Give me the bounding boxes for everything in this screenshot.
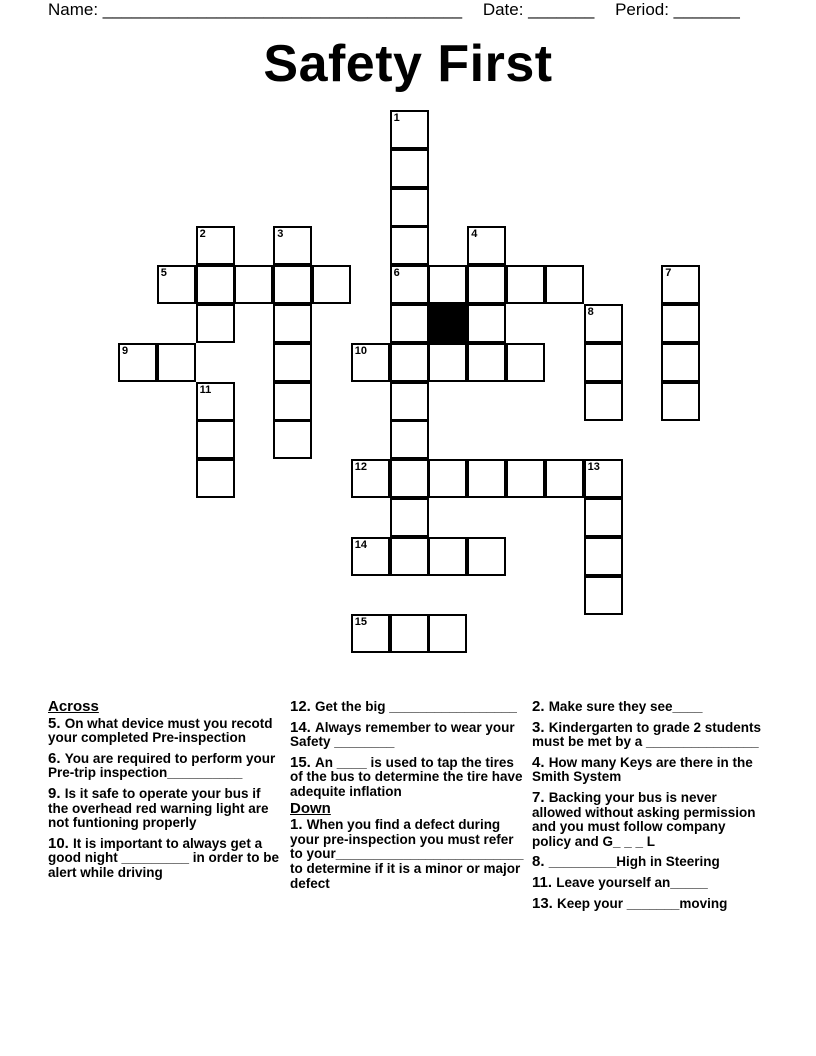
grid-cell[interactable] bbox=[467, 343, 506, 382]
clue-item bbox=[48, 784, 280, 831]
clue-item bbox=[532, 788, 768, 849]
grid-cell[interactable] bbox=[390, 343, 429, 382]
clue-item bbox=[532, 894, 768, 912]
grid-cell[interactable] bbox=[467, 459, 506, 498]
clue-number: 11 bbox=[199, 383, 212, 396]
grid-cell[interactable] bbox=[351, 614, 390, 653]
clue-item-text: When you find a defect during your pre-inspection you must refer to your_________________________ to determine if it is a minor or major defect bbox=[290, 817, 524, 891]
grid-cell[interactable] bbox=[661, 343, 700, 382]
grid-cell[interactable] bbox=[661, 304, 700, 343]
grid-cell[interactable] bbox=[196, 226, 235, 265]
grid-cell[interactable] bbox=[467, 226, 506, 265]
clues-column-2 bbox=[290, 700, 526, 897]
clue-item-number: 15. bbox=[290, 753, 316, 771]
clue-item-text: Backing your bus is never allowed without asking permission and you must follow company policy and G_ _ _ L bbox=[532, 789, 756, 849]
grid-cell[interactable] bbox=[584, 304, 623, 343]
name-field-label[interactable]: Name: ______________________________________ bbox=[48, 0, 463, 19]
grid-cell[interactable] bbox=[545, 459, 584, 498]
clue-item bbox=[290, 700, 526, 715]
grid-cell[interactable] bbox=[196, 304, 235, 343]
clue-number: 7 bbox=[665, 267, 672, 280]
grid-cell[interactable] bbox=[390, 110, 429, 149]
grid-cell[interactable] bbox=[661, 382, 700, 421]
clue-item-text: Leave yourself an_____ bbox=[556, 874, 708, 890]
clue-number: 5 bbox=[160, 267, 167, 280]
grid-cell[interactable] bbox=[428, 614, 467, 653]
clue-number: 14 bbox=[354, 538, 368, 551]
date-field-label[interactable]: Date: _______ bbox=[482, 0, 595, 19]
clue-item-text: Get the big _________________ bbox=[315, 699, 517, 714]
clue-item-number: 11. bbox=[532, 873, 557, 891]
clue-item-text: Is it safe to operate your bus if the overhead red warning light are not funtioning properly bbox=[48, 785, 269, 831]
clue-item-number: 4. bbox=[532, 753, 549, 771]
clue-item bbox=[290, 718, 526, 750]
clue-item-number: 1. bbox=[290, 816, 307, 834]
grid-cell[interactable] bbox=[390, 498, 429, 537]
clue-number: 12 bbox=[354, 461, 368, 474]
grid-cell[interactable] bbox=[545, 265, 584, 304]
clue-number: 10 bbox=[354, 344, 368, 357]
clues-column-1 bbox=[48, 700, 280, 887]
grid-cell[interactable] bbox=[390, 149, 429, 188]
down-heading: Down bbox=[290, 799, 331, 817]
grid-cell[interactable] bbox=[351, 343, 390, 382]
grid-cell[interactable] bbox=[584, 537, 623, 576]
clue-item bbox=[290, 818, 526, 891]
grid-cell[interactable] bbox=[506, 265, 545, 304]
clue-number: 1 bbox=[393, 112, 400, 124]
clue-item-number: 2. bbox=[532, 698, 549, 715]
grid-cell[interactable] bbox=[390, 614, 429, 653]
clue-item-number: 3. bbox=[532, 718, 549, 736]
period-field-label[interactable]: Period: _______ bbox=[615, 0, 740, 19]
grid-cell[interactable] bbox=[273, 304, 312, 343]
grid-cell[interactable] bbox=[467, 265, 506, 304]
clue-item-text: Always remember to wear your Safety ________ bbox=[290, 719, 515, 750]
grid-cell[interactable] bbox=[428, 537, 467, 576]
grid-cell[interactable] bbox=[157, 343, 196, 382]
grid-cell[interactable] bbox=[390, 304, 429, 343]
grid-cell[interactable] bbox=[390, 459, 429, 498]
grid-cell[interactable] bbox=[118, 343, 157, 382]
grid-cell[interactable] bbox=[196, 382, 235, 421]
grid-cell[interactable] bbox=[196, 265, 235, 304]
clue-item bbox=[48, 749, 280, 781]
grid-cell[interactable] bbox=[273, 420, 312, 459]
grid-cell[interactable] bbox=[390, 226, 429, 265]
clue-item bbox=[532, 718, 768, 750]
grid-cell[interactable] bbox=[584, 576, 623, 615]
clue-number: 4 bbox=[471, 228, 478, 241]
grid-cell[interactable] bbox=[390, 420, 429, 459]
grid-cell[interactable] bbox=[351, 459, 390, 498]
clue-item bbox=[532, 873, 768, 891]
grid-cell[interactable] bbox=[273, 265, 312, 304]
page-title: Safety First bbox=[263, 35, 553, 93]
grid-cell[interactable] bbox=[273, 343, 312, 382]
clue-item-text: It is important to always get a good night _________ in order to be alert while driving bbox=[48, 835, 280, 880]
clue-number: 6 bbox=[393, 267, 400, 280]
grid-cell[interactable] bbox=[428, 459, 467, 498]
grid-cell[interactable] bbox=[157, 265, 196, 304]
grid-cell[interactable] bbox=[273, 382, 312, 421]
grid-cell[interactable] bbox=[351, 537, 390, 576]
grid-block bbox=[428, 304, 467, 343]
clue-item-text: You are required to perform your Pre-trip inspection__________ bbox=[48, 750, 276, 781]
clue-item bbox=[532, 855, 768, 870]
grid-cell[interactable] bbox=[390, 265, 429, 304]
grid-cell[interactable] bbox=[428, 265, 467, 304]
grid-cell[interactable] bbox=[390, 188, 429, 227]
clue-item-text: How many Keys are there in the Smith System bbox=[532, 754, 753, 785]
grid-cell[interactable] bbox=[234, 265, 273, 304]
clues-column-3 bbox=[532, 700, 768, 917]
grid-cell[interactable] bbox=[584, 459, 623, 498]
clue-item-number: 5. bbox=[48, 714, 65, 732]
clue-item-text: Make sure they see____ bbox=[548, 699, 703, 714]
clue-number: 8 bbox=[587, 306, 594, 318]
grid-cell[interactable] bbox=[390, 382, 429, 421]
grid-cell[interactable] bbox=[428, 343, 467, 382]
clue-item bbox=[532, 700, 768, 715]
clue-item bbox=[532, 753, 768, 785]
grid-cell[interactable] bbox=[506, 343, 545, 382]
clue-item bbox=[290, 753, 526, 800]
clue-item-number: 12. bbox=[290, 698, 316, 715]
grid-cell[interactable] bbox=[273, 226, 312, 265]
clue-number: 15 bbox=[354, 616, 368, 629]
grid-cell[interactable] bbox=[584, 382, 623, 421]
grid-cell[interactable] bbox=[506, 459, 545, 498]
clue-item bbox=[48, 834, 280, 881]
clue-item bbox=[48, 714, 280, 746]
clue-item-text: Kindergarten to grade 2 students must be met by a _______________ bbox=[532, 719, 761, 750]
grid-cell[interactable] bbox=[196, 459, 235, 498]
grid-cell[interactable] bbox=[661, 265, 700, 304]
grid-cell[interactable] bbox=[467, 304, 506, 343]
clue-item-number: 14. bbox=[290, 718, 316, 736]
clue-item-number: 10. bbox=[48, 834, 74, 852]
clue-item-number: 9. bbox=[48, 784, 65, 802]
clue-item-text: Keep your _______moving bbox=[557, 895, 728, 911]
clue-item-text: On what device must you recotd your completed Pre-inspection bbox=[48, 715, 273, 746]
clue-item-number: 13. bbox=[532, 894, 558, 912]
grid-cell[interactable] bbox=[312, 265, 351, 304]
clue-number: 9 bbox=[122, 344, 129, 357]
clue-item-number: 8. bbox=[532, 853, 549, 871]
clue-item-text: _________High in Steering bbox=[548, 854, 720, 870]
clue-number: 2 bbox=[199, 228, 206, 241]
clue-number: 3 bbox=[277, 228, 284, 241]
grid-cell[interactable] bbox=[390, 537, 429, 576]
clue-item-number: 7. bbox=[532, 788, 549, 806]
clue-item-number: 6. bbox=[48, 749, 65, 767]
grid-cell[interactable] bbox=[196, 420, 235, 459]
grid-cell[interactable] bbox=[584, 498, 623, 537]
grid-cell[interactable] bbox=[467, 537, 506, 576]
across-heading: Across bbox=[48, 698, 99, 715]
clue-number: 13 bbox=[587, 461, 600, 474]
grid-cell[interactable] bbox=[584, 343, 623, 382]
clue-item-text: An ____ is used to tap the tires of the bus to determine the tire have adequite inflation bbox=[290, 754, 523, 799]
